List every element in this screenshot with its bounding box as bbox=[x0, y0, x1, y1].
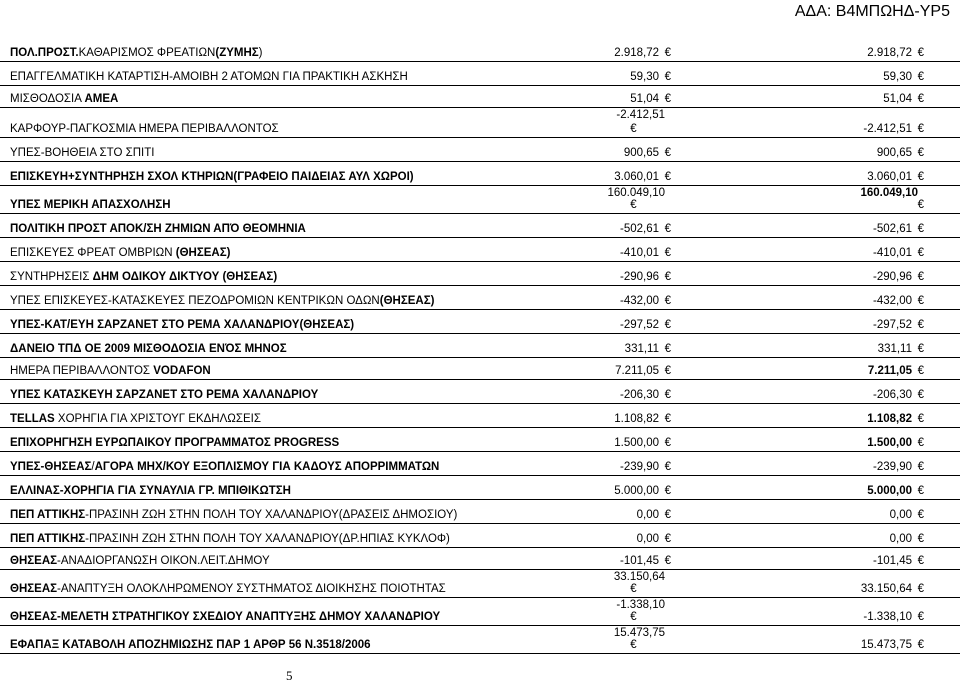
euro-sign-icon: € bbox=[664, 171, 671, 183]
total-cell bbox=[820, 524, 924, 547]
euro-sign-icon: € bbox=[630, 611, 637, 623]
total-cell bbox=[820, 598, 924, 625]
row-description bbox=[10, 437, 339, 449]
amount-value: -297,52 bbox=[872, 319, 912, 331]
total-cell bbox=[820, 286, 924, 309]
table-row bbox=[0, 286, 960, 310]
amount-cell bbox=[596, 404, 671, 427]
euro-sign-icon: € bbox=[917, 639, 924, 651]
amount-cell bbox=[596, 500, 671, 523]
amount-value: -502,61 bbox=[619, 223, 659, 235]
row-description bbox=[10, 639, 371, 651]
description-part: ΕΠΑΓΓΕΛΜΑΤΙΚΗ ΚΑΤΑΡΤΙΣΗ-ΑΜΟΙΒΗ 2 ΑΤΟΜΩΝ ΓΙΑ ΠΡΑΚΤΙΚΗ ΑΣΚΗΣΗ bbox=[10, 71, 408, 83]
euro-sign-icon: € bbox=[917, 343, 924, 355]
euro-sign-icon: € bbox=[917, 247, 924, 259]
amount-value: -1.338,10 bbox=[863, 611, 912, 623]
row-description bbox=[10, 171, 414, 183]
table-row bbox=[0, 428, 960, 452]
amount-value: 160.049,10 bbox=[607, 187, 665, 199]
description-part: ΗΜΕΡΑ ΠΕΡΙΒΑΛΛΟΝΤΟΣ bbox=[10, 365, 154, 377]
amount-value: 0,00 bbox=[889, 509, 912, 521]
description-part: ΧΟΡΗΓΙΑ ΓΙΑ ΧΡΙΣΤΟΥΓ ΕΚΔΗΛΩΣΕΙΣ bbox=[57, 413, 261, 425]
euro-sign-icon: € bbox=[917, 319, 924, 331]
euro-sign-icon: € bbox=[917, 365, 924, 377]
euro-sign-icon: € bbox=[664, 461, 671, 473]
euro-sign-icon: € bbox=[917, 171, 924, 183]
euro-sign-icon: € bbox=[664, 223, 671, 235]
total-cell bbox=[820, 310, 924, 333]
amount-cell bbox=[596, 380, 671, 403]
amount-cell bbox=[596, 524, 671, 547]
row-description bbox=[10, 147, 154, 159]
description-part: ΣΥΝΤΗΡΗΣΕΙΣ bbox=[10, 271, 93, 283]
ada-code: ΑΔΑ: Β4ΜΠΩΗΔ-ΥΡ5 bbox=[794, 3, 950, 20]
amount-cell bbox=[596, 570, 671, 597]
amount-cell bbox=[596, 310, 671, 333]
amount-cell bbox=[596, 62, 671, 85]
amount-value: -502,61 bbox=[872, 223, 912, 235]
amount-value: 59,30 bbox=[630, 71, 659, 83]
total-cell bbox=[820, 86, 924, 107]
amount-value: -2.412,51 bbox=[863, 123, 912, 135]
amount-value: -101,45 bbox=[872, 555, 912, 567]
amount-value: 33.150,64 bbox=[613, 571, 665, 583]
euro-sign-icon: € bbox=[917, 271, 924, 283]
row-description bbox=[10, 319, 354, 331]
total-cell bbox=[820, 62, 924, 85]
amount-value: 7.211,05 bbox=[615, 365, 659, 377]
amount-value: 33.150,64 bbox=[860, 583, 912, 595]
euro-sign-icon: € bbox=[917, 71, 924, 83]
amount-cell bbox=[596, 452, 671, 475]
total-cell bbox=[820, 626, 924, 653]
table-row bbox=[0, 186, 960, 214]
row-description bbox=[10, 413, 261, 425]
table-row bbox=[0, 380, 960, 404]
euro-sign-icon: € bbox=[664, 319, 671, 331]
row-description bbox=[10, 47, 263, 59]
amount-value: -101,45 bbox=[619, 555, 659, 567]
amount-cell bbox=[596, 428, 671, 451]
table-row bbox=[0, 626, 960, 654]
description-part: -ΑΝΑΔΙΟΡΓΑΝΩΣΗ ΟΙΚΟΝ.ΛΕΙΤ.ΔΗΜΟΥ bbox=[57, 555, 270, 567]
total-cell bbox=[820, 186, 924, 213]
amount-cell bbox=[596, 598, 671, 625]
total-cell bbox=[820, 334, 924, 357]
amount-value: -206,30 bbox=[872, 389, 912, 401]
total-cell bbox=[820, 358, 924, 379]
amount-value: 900,65 bbox=[876, 147, 912, 159]
amount-value: 0,00 bbox=[889, 533, 912, 545]
amount-value: 1.500,00 bbox=[867, 437, 912, 449]
total-cell bbox=[820, 262, 924, 285]
total-cell bbox=[820, 428, 924, 451]
euro-sign-icon: € bbox=[917, 611, 924, 623]
amount-value: 59,30 bbox=[883, 71, 912, 83]
total-cell bbox=[820, 38, 924, 61]
description-part: ΔΗΜ ΟΔΙΚΟΥ ΔΙΚΤΥΟΥ (ΘΗΣΕΑΣ) bbox=[92, 271, 278, 283]
row-description bbox=[10, 71, 408, 83]
row-description bbox=[10, 485, 291, 497]
description-part: VODAFON bbox=[153, 365, 211, 377]
page-number: 5 bbox=[286, 668, 293, 683]
row-description bbox=[10, 247, 230, 259]
amount-value: 0,00 bbox=[636, 509, 659, 521]
table-row bbox=[0, 214, 960, 238]
row-description bbox=[10, 365, 211, 377]
amount-cell bbox=[596, 186, 671, 213]
amount-cell bbox=[596, 162, 671, 185]
euro-sign-icon: € bbox=[917, 123, 924, 135]
description-part: ΕΠΙΧΟΡΗΓΗΣΗ ΕΥΡΩΠΑΙΚΟΥ ΠΡΟΓΡΑΜΜΑΤΟΣ PROGRESS bbox=[10, 437, 340, 449]
euro-sign-icon: € bbox=[664, 247, 671, 259]
amount-value: -432,00 bbox=[872, 295, 912, 307]
table-row bbox=[0, 476, 960, 500]
description-part: ΕΦΑΠΑΞ ΚΑΤΑΒΟΛΗ ΑΠΟΖΗΜΙΩΣΗΣ ΠΑΡ 1 ΑΡΘΡ 56 Ν.3518/2006 bbox=[10, 639, 371, 651]
table-row bbox=[0, 524, 960, 548]
total-cell bbox=[820, 162, 924, 185]
description-part: ΕΠΙΣΚΕΥΗ+ΣΥΝΤΗΡΗΣΗ ΣΧΟΛ ΚΤΗΡΙΩΝ(ΓΡΑΦΕΙΟ ΠΑΙΔΕΙΑΣ ΑΥΛ ΧΩΡΟΙ) bbox=[10, 171, 414, 183]
euro-sign-icon: € bbox=[630, 583, 637, 595]
description-part: ΠΟΛΙΤΙΚΗ ΠΡΟΣΤ ΑΠΟΚ/ΣΗ ΖΗΜΙΩΝ ΑΠΌ ΘΕΟΜΗΝΙΑ bbox=[10, 223, 306, 235]
description-part: ΘΗΣΕΑΣ bbox=[10, 583, 58, 595]
amount-value: 1.500,00 bbox=[614, 437, 659, 449]
document-table bbox=[0, 38, 960, 654]
description-part: ΥΠΕΣ ΚΑΤΑΣΚΕΥΗ ΣΑΡΖΑΝΕΤ ΣΤΟ ΡΕΜΑ ΧΑΛΑΝΔΡΙΟΥ bbox=[10, 389, 319, 401]
description-part: ΚΑΡΦΟΥΡ-ΠΑΓΚΟΣΜΙΑ ΗΜΕΡΑ ΠΕΡΙΒΑΛΛΟΝΤΟΣ bbox=[10, 123, 279, 135]
row-description bbox=[10, 123, 279, 135]
total-cell bbox=[820, 380, 924, 403]
euro-sign-icon: € bbox=[664, 47, 671, 59]
euro-sign-icon: € bbox=[630, 123, 637, 135]
euro-sign-icon: € bbox=[664, 413, 671, 425]
total-cell bbox=[820, 500, 924, 523]
total-cell bbox=[820, 452, 924, 475]
row-description bbox=[10, 583, 446, 595]
euro-sign-icon: € bbox=[917, 509, 924, 521]
euro-sign-icon: € bbox=[664, 271, 671, 283]
euro-sign-icon: € bbox=[917, 93, 924, 105]
description-part: ΘΗΣΕΑΣ bbox=[10, 555, 58, 567]
description-part: ΚΑΘΑΡΙΣΜΟΣ ΦΡΕΑΤΙΩΝ bbox=[78, 47, 216, 59]
total-cell bbox=[820, 404, 924, 427]
amount-value: 51,04 bbox=[883, 93, 912, 105]
amount-value: 2.918,72 bbox=[867, 47, 912, 59]
euro-sign-icon: € bbox=[917, 413, 924, 425]
euro-sign-icon: € bbox=[664, 485, 671, 497]
row-description bbox=[10, 295, 434, 307]
euro-sign-icon: € bbox=[917, 389, 924, 401]
table-row bbox=[0, 262, 960, 286]
euro-sign-icon: € bbox=[917, 47, 924, 59]
row-description bbox=[10, 199, 171, 211]
table-row bbox=[0, 86, 960, 108]
description-part: ΘΗΣΕΑΣ-ΜΕΛΕΤΗ ΣΤΡΑΤΗΓΙΚΟΥ ΣΧΕΔΙΟΥ ΑΝΑΠΤΥΞΗΣ ΔΗΜΟΥ ΧΑΛΑΝΔΡΙΟΥ bbox=[10, 611, 441, 623]
euro-sign-icon: € bbox=[917, 461, 924, 473]
euro-sign-icon: € bbox=[917, 295, 924, 307]
amount-value: 5.000,00 bbox=[867, 485, 912, 497]
euro-sign-icon: € bbox=[664, 389, 671, 401]
amount-value: -206,30 bbox=[619, 389, 659, 401]
description-part: ΑΓΟΡΑ ΜΗΧ/ΚΟΥ ΕΞΟΠΛΙΣΜΟΥ ΓΙΑ ΚΑΔΟΥΣ ΑΠΟΡΡΙΜΜΑΤΩΝ bbox=[94, 461, 440, 473]
description-part: TELLAS bbox=[10, 413, 58, 425]
table-row bbox=[0, 500, 960, 524]
row-description bbox=[10, 611, 440, 623]
amount-value: 900,65 bbox=[623, 147, 659, 159]
euro-sign-icon: € bbox=[664, 555, 671, 567]
row-description bbox=[10, 93, 118, 105]
description-part: ΠΕΠ ΑΤΤΙΚΗΣ bbox=[10, 533, 86, 545]
amount-cell bbox=[596, 138, 671, 161]
euro-sign-icon: € bbox=[664, 343, 671, 355]
description-part: ΔΑΝΕΙΟ ΤΠΔ ΟΕ 2009 ΜΙΣΘΟΔΟΣΙΑ ΕΝΌΣ ΜΗΝΟΣ bbox=[10, 343, 287, 355]
description-part: ΕΛΛΙΝΑΣ-ΧΟΡΗΓΙΑ ΓΙΑ ΣΥΝΑΥΛΙΑ ΓΡ. ΜΠΙΘΙΚΩΤΣΗ bbox=[10, 485, 291, 497]
amount-value: -410,01 bbox=[872, 247, 912, 259]
description-part: (ΘΗΣΕΑΣ) bbox=[379, 295, 435, 307]
description-part: ) bbox=[258, 47, 263, 59]
description-part: ΥΠΕΣ-ΒΟΗΘΕΙΑ ΣΤΟ ΣΠΙΤΙ bbox=[10, 147, 155, 159]
euro-sign-icon: € bbox=[664, 533, 671, 545]
euro-sign-icon: € bbox=[917, 147, 924, 159]
amount-value: 0,00 bbox=[636, 533, 659, 545]
euro-sign-icon: € bbox=[664, 147, 671, 159]
row-description bbox=[10, 223, 306, 235]
description-part: ΥΠΕΣ ΜΕΡΙΚΗ ΑΠΑΣΧΟΛΗΣΗ bbox=[10, 199, 171, 211]
table-row bbox=[0, 238, 960, 262]
total-cell bbox=[820, 238, 924, 261]
euro-sign-icon: € bbox=[917, 199, 924, 211]
euro-sign-icon: € bbox=[630, 639, 637, 651]
amount-value: 331,11 bbox=[624, 343, 659, 355]
amount-value: -297,52 bbox=[619, 319, 659, 331]
description-part: ΥΠΕΣ-ΘΗΣΕΑΣ bbox=[10, 461, 92, 473]
table-row bbox=[0, 38, 960, 62]
row-description bbox=[10, 461, 439, 473]
description-part: / bbox=[91, 461, 95, 473]
amount-value: 3.060,01 bbox=[614, 171, 659, 183]
table-row bbox=[0, 548, 960, 570]
euro-sign-icon: € bbox=[664, 509, 671, 521]
table-row bbox=[0, 358, 960, 380]
euro-sign-icon: € bbox=[664, 295, 671, 307]
euro-sign-icon: € bbox=[917, 437, 924, 449]
amount-cell bbox=[596, 358, 671, 379]
description-part: ΠΟΛ.ΠΡΟΣΤ. bbox=[10, 47, 79, 59]
table-row bbox=[0, 162, 960, 186]
amount-cell bbox=[596, 262, 671, 285]
euro-sign-icon: € bbox=[664, 437, 671, 449]
amount-value: 15.473,75 bbox=[613, 627, 665, 639]
row-description bbox=[10, 343, 287, 355]
amount-value: 15.473,75 bbox=[860, 639, 912, 651]
table-row bbox=[0, 570, 960, 598]
total-cell bbox=[820, 548, 924, 569]
euro-sign-icon: € bbox=[664, 365, 671, 377]
amount-value: -2.412,51 bbox=[616, 109, 665, 121]
table-row bbox=[0, 452, 960, 476]
amount-value: 3.060,01 bbox=[867, 171, 912, 183]
total-cell bbox=[820, 108, 924, 137]
table-row bbox=[0, 108, 960, 138]
row-description bbox=[10, 389, 318, 401]
euro-sign-icon: € bbox=[917, 533, 924, 545]
row-description bbox=[10, 555, 270, 567]
amount-cell bbox=[596, 238, 671, 261]
amount-value: -290,96 bbox=[619, 271, 659, 283]
description-part: -ΠΡΑΣΙΝΗ ΖΩΗ ΣΤΗΝ ΠΟΛΗ ΤΟΥ ΧΑΛΑΝΔΡΙΟΥ(ΔΡΑΣΕΙΣ ΔΗΜΟΣΙΟΥ) bbox=[85, 509, 458, 521]
amount-value: -1.338,10 bbox=[616, 599, 665, 611]
table-row bbox=[0, 62, 960, 86]
description-part: ΑΜΕΑ bbox=[84, 93, 119, 105]
amount-value: 1.108,82 bbox=[867, 413, 912, 425]
amount-value: 331,11 bbox=[877, 343, 912, 355]
euro-sign-icon: € bbox=[664, 93, 671, 105]
table-row bbox=[0, 138, 960, 162]
amount-cell bbox=[596, 38, 671, 61]
row-description bbox=[10, 533, 450, 545]
amount-value: -239,90 bbox=[872, 461, 912, 473]
amount-value: 7.211,05 bbox=[867, 365, 912, 377]
total-cell bbox=[820, 570, 924, 597]
total-cell bbox=[820, 214, 924, 237]
table-row bbox=[0, 310, 960, 334]
description-part: (ΖΥΜΗΣ bbox=[215, 47, 259, 59]
total-cell bbox=[820, 476, 924, 499]
table-row bbox=[0, 334, 960, 358]
row-description bbox=[10, 509, 457, 521]
amount-cell bbox=[596, 286, 671, 309]
amount-cell bbox=[596, 108, 671, 137]
row-description bbox=[10, 271, 277, 283]
euro-sign-icon: € bbox=[664, 71, 671, 83]
amount-value: 51,04 bbox=[630, 93, 659, 105]
euro-sign-icon: € bbox=[917, 583, 924, 595]
description-part: ΥΠΕΣ-ΚΑΤ/ΕΥΗ ΣΑΡΖΑΝΕΤ ΣΤΟ ΡΕΜΑ ΧΑΛΑΝΔΡΙΟΥ(ΘΗΣΕΑΣ) bbox=[10, 319, 355, 331]
amount-value: -239,90 bbox=[619, 461, 659, 473]
amount-cell bbox=[596, 334, 671, 357]
description-part: -ΑΝΑΠΤΥΞΗ ΟΛΟΚΛΗΡΩΜΕΝΟΥ ΣΥΣΤΗΜΑΤΟΣ ΔΙΟΙΚΗΣΗΣ ΠΟΙΟΤΗΤΑΣ bbox=[57, 583, 446, 595]
amount-value: -290,96 bbox=[872, 271, 912, 283]
euro-sign-icon: € bbox=[917, 555, 924, 567]
amount-value: 160.049,10 bbox=[860, 187, 918, 199]
table-row bbox=[0, 598, 960, 626]
description-part: -ΠΡΑΣΙΝΗ ΖΩΗ ΣΤΗΝ ΠΟΛΗ ΤΟΥ ΧΑΛΑΝΔΡΙΟΥ(ΔΡ.ΗΠΙΑΣ ΚΥΚΛΟΦ) bbox=[85, 533, 450, 545]
total-cell bbox=[820, 138, 924, 161]
table-row bbox=[0, 404, 960, 428]
amount-value: -432,00 bbox=[619, 295, 659, 307]
description-part: ΕΠΙΣΚΕΥΕΣ ΦΡΕΑΤ ΟΜΒΡΙΩΝ bbox=[10, 247, 176, 259]
amount-value: -410,01 bbox=[619, 247, 659, 259]
amount-cell bbox=[596, 626, 671, 653]
description-part: ΥΠΕΣ ΕΠΙΣΚΕΥΕΣ-ΚΑΤΑΣΚΕΥΕΣ ΠΕΖΟΔΡΟΜΙΩΝ ΚΕΝΤΡΙΚΩΝ ΟΔΩΝ bbox=[10, 295, 380, 307]
description-part: ΠΕΠ ΑΤΤΙΚΗΣ bbox=[10, 509, 86, 521]
euro-sign-icon: € bbox=[917, 485, 924, 497]
amount-cell bbox=[596, 214, 671, 237]
euro-sign-icon: € bbox=[630, 199, 637, 211]
description-part: ΜΙΣΘΟΔΟΣΙΑ bbox=[10, 93, 85, 105]
amount-cell bbox=[596, 476, 671, 499]
amount-value: 5.000,00 bbox=[614, 485, 659, 497]
description-part: (ΘΗΣΕΑΣ) bbox=[175, 247, 231, 259]
amount-value: 2.918,72 bbox=[614, 47, 659, 59]
euro-sign-icon: € bbox=[917, 223, 924, 235]
amount-value: 1.108,82 bbox=[614, 413, 659, 425]
amount-cell bbox=[596, 548, 671, 569]
amount-cell bbox=[596, 86, 671, 107]
